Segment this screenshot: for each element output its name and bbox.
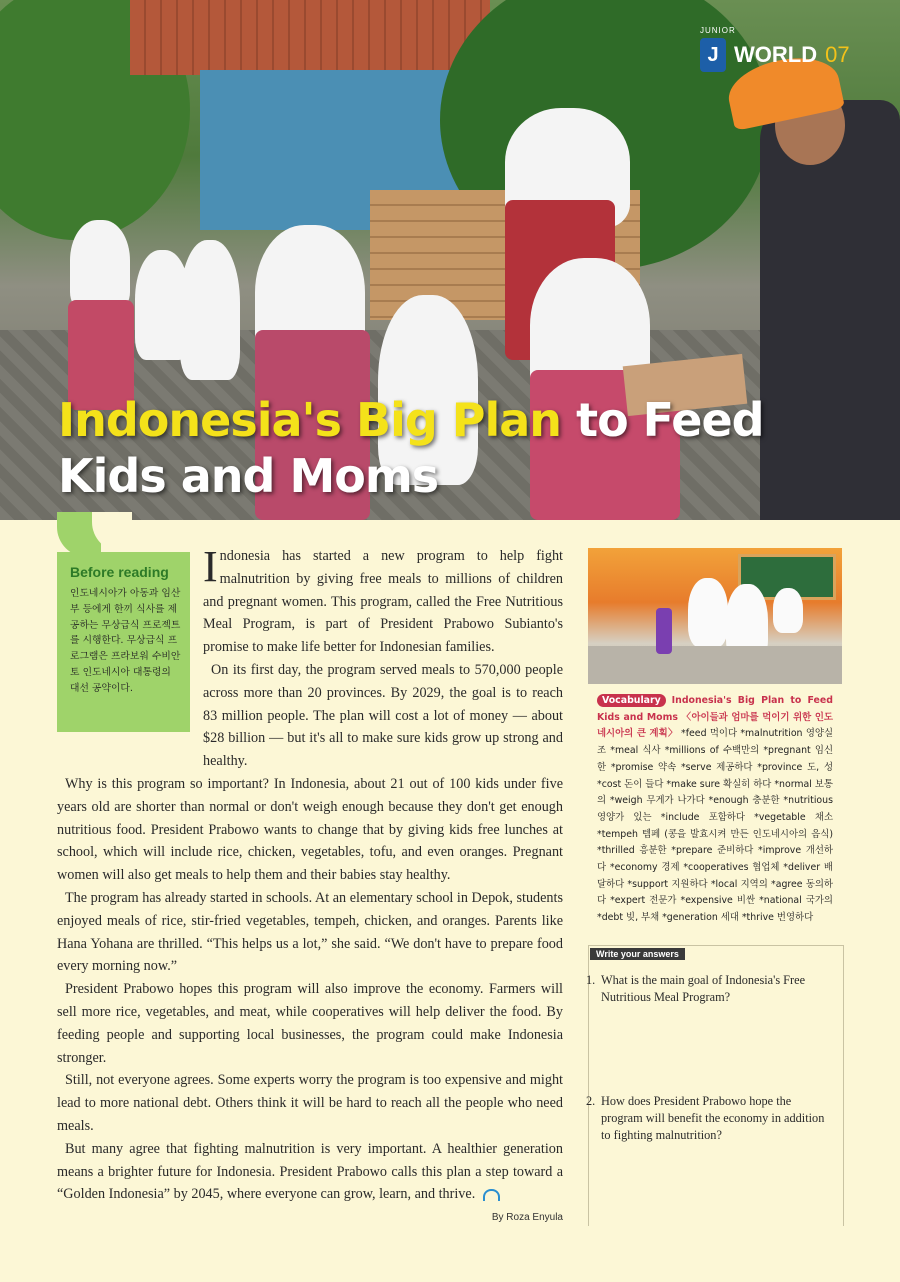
photo-student xyxy=(688,578,728,648)
brand-junior-label: JUNIOR xyxy=(700,26,736,35)
water-bottle xyxy=(656,608,672,654)
before-reading-spacer xyxy=(57,545,203,757)
student xyxy=(180,240,240,380)
classroom-photo xyxy=(588,548,842,684)
answers-badge: Write your answers xyxy=(590,948,685,960)
before-reading-title: Before reading xyxy=(70,564,169,580)
article-paragraph: President Prabowo hopes this program will also improve the economy. Farmers will sell more rice, vegetables, and meat, while cooperatives will help deliver the food. By feeding people and supporting local businesses, the program could make Indonesia stronger. xyxy=(57,981,563,1066)
page-number: 07 xyxy=(825,42,850,67)
before-reading-text: 인도네시아가 아동과 임산부 등에게 한끼 식사를 제공하는 무상급식 프로젝트를 시행한다. 무상급식 프로그램은 프라보워 수비안토 인도네시아 대통령의 대선 공약이다. xyxy=(70,588,181,694)
headline xyxy=(58,392,858,504)
headline-highlight: Indonesia's Big Plan xyxy=(58,393,562,447)
question-1 xyxy=(586,972,831,1006)
section-brand xyxy=(700,26,850,72)
junior-logo-icon: J xyxy=(700,38,726,72)
article-paragraph: Indonesia has started a new program to help fight malnutrition by giving free meals to millions of children and pregnant women. This program, called the Free Nutritious Meal Program, is part of President Prabowo Subianto's promise to make life better for Indonesian families. xyxy=(203,542,563,656)
student xyxy=(70,220,130,310)
article-paragraph: The program has already started in schools. At an elementary school in Depok, students enjoyed meals of rice, stir-fried vegetables, tempeh, chicken, and oranges. Parents like Hana Yohana are thrilled. “This helps us a lot,” she said. “We don't have to prepare food every morning now.” xyxy=(57,889,563,975)
vocabulary-entries: *feed 먹이다 *malnutrition 영양실조 *meal 식사 *millions of 수백만의 *pregnant 임신한 *promise 약속 *serve 제공하다 *province 도, 성 *cost 돈이 들다 *make sure 확실히 하다 *normal 보통의 *weigh 무게가 나가다 *enough 충분한 *nutritious 영양가 있는 *include 포함하다 *vegetable 채소 *tempeh 템페 (콩을 발효시켜 만든 인도네시아의 음식) *thrilled 흥분한 *prepare 준비하다 *improve 개선하다 *economy 경제 *cooperatives 협업체 *deliver 배달하다 *support 지원하다 *local 지역의 *agree 동의하다 *expert 전문가 *expensive 비싼 *national 국가의 *debt 빚, 부채 *generation 세대 *thrive 번영하다 xyxy=(597,728,833,924)
lunch-table xyxy=(588,646,842,684)
byline: By Roza Enyula xyxy=(491,1212,563,1223)
headline-rest: to Feed Kids and Moms xyxy=(58,393,764,503)
question-2 xyxy=(586,1093,831,1144)
vocabulary-badge: Vocabulary xyxy=(597,694,666,707)
section-name: WORLD xyxy=(734,42,818,67)
question-text: How does President Prabowo hope the program will benefit the economy in addition to fighting malnutrition? xyxy=(601,1094,825,1142)
vocabulary-box xyxy=(597,693,833,927)
school-roof xyxy=(130,0,490,75)
question-number: 1. xyxy=(586,973,596,987)
article-paragraph: But many agree that fighting malnutrition is very important. A healthier generation means a brighter future for Indonesia. President Prabowo calls this plan a step toward a “Golden Indonesia” by 2045, where everyone can grow, learn, and thrive. xyxy=(57,1140,563,1203)
question-text: What is the main goal of Indonesia's Free Nutritious Meal Program? xyxy=(601,973,806,1004)
article-paragraph: On its first day, the program served meals to 570,000 people across more than 20 provinces. By 2029, the goal is to reach 83 million people. The plan will cost a lot of money — about $28 billion — but it's all to make sure kids grow up strong and healthy. xyxy=(203,661,563,770)
article-paragraph: Still, not everyone agrees. Some experts worry the program is too expensive and might lead to more national debt. Others think it will be hard to reach all the people who need meals. xyxy=(57,1072,563,1134)
article-body xyxy=(57,542,563,1206)
vocabulary-title: Indonesia's Big Plan to Feed Kids and Moms 〈아이들과 엄마를 먹이기 위한 인도네시아의 큰 계획〉 xyxy=(597,695,833,740)
photo-student xyxy=(773,588,803,633)
headphones-icon[interactable] xyxy=(483,1189,500,1201)
question-number: 2. xyxy=(586,1094,596,1108)
drop-cap: I xyxy=(203,542,218,591)
article-paragraph: Why is this program so important? In Indonesia, about 21 out of 100 kids under five years old are shorter than normal or don't weigh enough because they don't get enough nutritious food. President Prabowo wants to change that by giving kids free lunches at school, which will include rice, chicken, vegetables, tofu, and even oranges. Pregnant women will also get meals to help them and their babies stay healthy. xyxy=(57,775,563,884)
